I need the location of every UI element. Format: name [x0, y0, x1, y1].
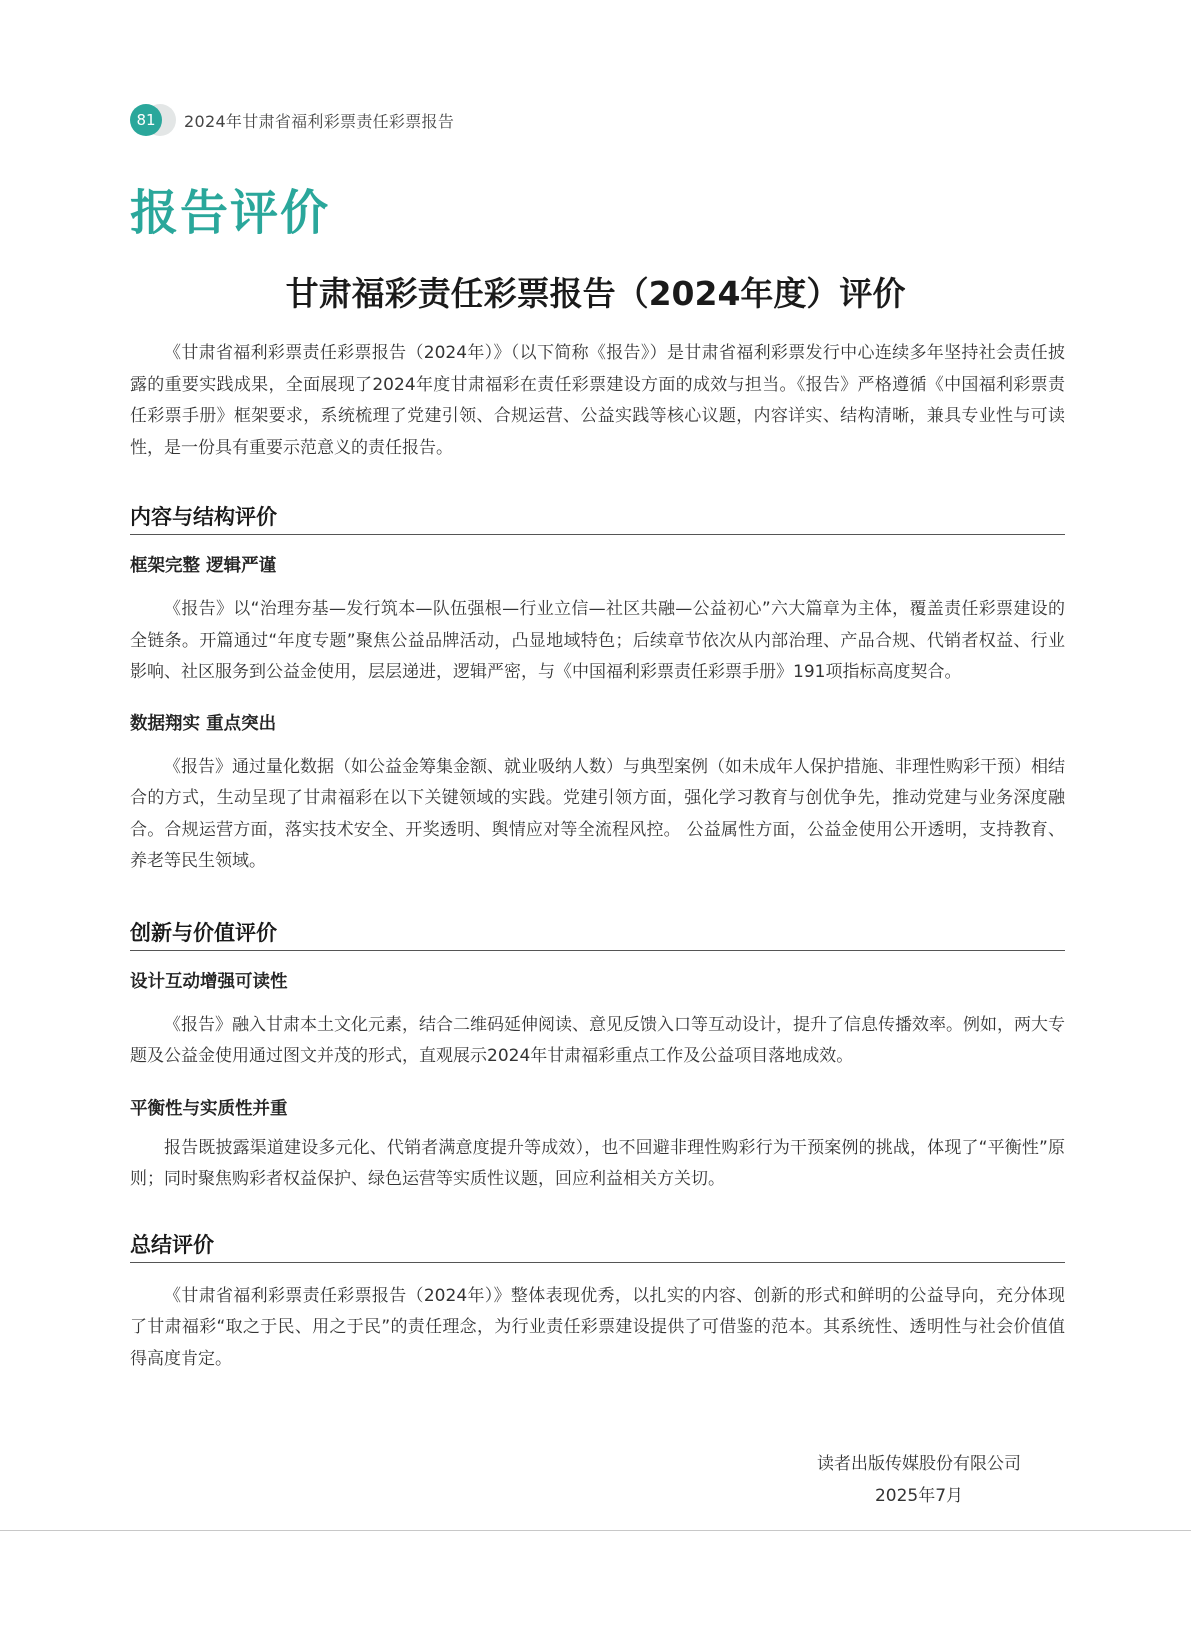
running-title: 2024年甘肃省福利彩票责任彩票报告 — [184, 111, 455, 131]
signature-date: 2025年7月 — [874, 1486, 964, 1506]
paragraph-design: 《报告》融入甘肃本土文化元素，结合二维码延伸阅读、意见反馈入口等互动设计，提升了信息传播效率。例如，两大专题及公益金使用通过图文并茂的形式，直观展示2024年甘肃福彩重点工作及公益项目落地成效。 — [130, 1014, 1065, 1066]
signature-org: 读者出版传媒股份有限公司 — [817, 1454, 1021, 1474]
subsection-heading-balance: 平衡性与实质性并重 — [130, 1098, 288, 1119]
page-number-badge — [130, 104, 178, 136]
document-title: 甘肃福彩责任彩票报告（2024年度）评价 — [285, 274, 906, 313]
section-heading-innovation-value: 创新与价值评价 — [130, 918, 1065, 951]
section-heading-summary: 总结评价 — [130, 1230, 1065, 1263]
signature-block — [817, 1448, 1021, 1512]
section-title: 报告评价 — [130, 185, 331, 241]
paragraph-summary: 《甘肃省福利彩票责任彩票报告（2024年）》整体表现优秀，以扎实的内容、创新的形式和鲜明的公益导向，充分体现了甘肃福彩“取之于民、用之于民”的责任理念，为行业责任彩票建设提供了可借鉴的范本。其系统性、透明性与社会价值值得高度肯定。 — [130, 1285, 1065, 1369]
main-content — [130, 338, 1065, 1375]
page-header — [130, 104, 454, 136]
subsection-heading-framework: 框架完整 逻辑严谨 — [130, 556, 277, 576]
paragraph-framework: 《报告》以“治理夯基—发行筑本—队伍强根—行业立信—社区共融—公益初心”六大篇章为主体，覆盖责任彩票建设的全链条。开篇通过“年度专题”聚焦公益品牌活动，凸显地域特色；后续章节依次从内部治理、产品合规、代销者权益、行业影响、社区服务到公益金使用，层层递进，逻辑严密，与《中国福利彩票责任彩票手册》191项指标高度契合。 — [130, 599, 1065, 682]
footer-divider — [0, 1530, 1191, 1531]
subsection-heading-design: 设计互动增强可读性 — [130, 971, 288, 992]
paragraph-data: 《报告》通过量化数据（如公益金筹集金额、就业吸纳人数）与典型案例（如未成年人保护措施、非理性购彩干预）相结合的方式，生动呈现了甘肃福彩在以下关键领域的实践。党建引领方面，强化学习教育与创优争先，推动党建与业务深度融合。合规运营方面，落实技术安全、开奖透明、舆情应对等全流程风控。 公益属性方面，公益金使用公开透明，支持教育、养老等民生领域。 — [130, 756, 1065, 871]
intro-paragraph: 《甘肃省福利彩票责任彩票报告（2024年）》（以下简称《报告》）是甘肃省福利彩票发行中心连续多年坚持社会责任披露的重要实践成果，全面展现了2024年度甘肃福彩在责任彩票建设方面的成效与担当。《报告》严格遵循《中国福利彩票责任彩票手册》框架要求，系统梳理了党建引领、合规运营、公益实践等核心议题，内容详实、结构清晰，兼具专业性与可读性，是一份具有重要示范意义的责任报告。 — [130, 343, 1065, 458]
paragraph-balance: 报告既披露渠道建设多元化、代销者满意度提升等成效），也不回避非理性购彩行为干预案例的挑战，体现了“平衡性”原则；同时聚焦购彩者权益保护、绿色运营等实质性议题，回应利益相关方关切。 — [130, 1137, 1065, 1189]
subsection-heading-data: 数据翔实 重点突出 — [130, 713, 277, 734]
section-heading-content-structure: 内容与结构评价 — [130, 502, 1065, 535]
page-number: 81 — [130, 104, 162, 136]
